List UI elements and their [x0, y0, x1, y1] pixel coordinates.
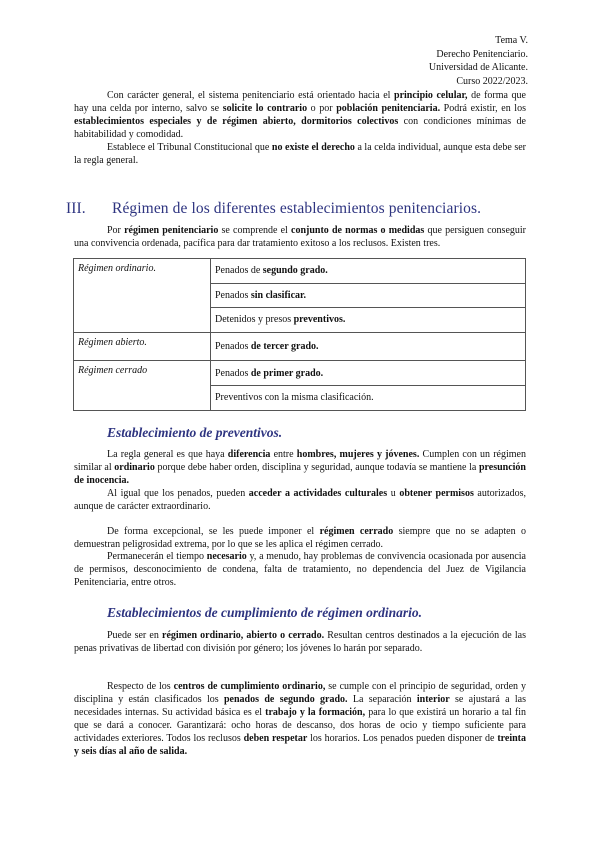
ordinario-heading: Establecimientos de cumplimiento de régimen ordinario.: [107, 605, 423, 620]
intro-paragraph-1: Con carácter general, el sistema penitenciario está orientado hacia el principio celular, de forma que hay una celda por interno, salvo se solicite lo contrario o por población penitenciaria. Podrá existir, en los establecimientos especiales y de régimen abierto, dormitorios colectivos con condiciones mínimas de habitabilidad y comodidad.: [74, 90, 526, 140]
section-title-text: Régimen de los diferentes establecimientos penitenciarios.: [112, 200, 482, 217]
table-row: [74, 259, 526, 284]
preventivos-paragraph-3: De forma excepcional, se les puede imponer el régimen cerrado siempre que no se adapten o demuestran peligrosidad extrema, por lo que se les aplica el régimen cerrado.: [74, 526, 526, 550]
header-topic: Tema V.: [495, 35, 528, 46]
document-header: [429, 34, 528, 88]
header-subject: Derecho Penitenciario.: [436, 48, 528, 60]
table-cell: Penados de tercer grado.: [211, 332, 526, 361]
table-cell: Detenidos y presos preventivos.: [211, 308, 526, 333]
header-university: Universidad de Alicante.: [428, 62, 528, 73]
ordinario-paragraph-1: Puede ser en régimen ordinario, abierto o cerrado. Resultan centros destinados a la ejecución de las penas privativas de libertad con división por género; los jóvenes lo harán por separado.: [74, 630, 526, 654]
table-cell: Preventivos con la misma clasificación.: [211, 385, 526, 410]
table-cell: Penados de primer grado.: [211, 361, 526, 386]
ordinario-paragraph-2: Respecto de los centros de cumplimiento ordinario, se cumple con el principio de seguridad, orden y disciplina y están clasificados los penados de segundo grado. La separación interior se ajustará a las necesidades internas. Su actividad básica es el trabajo y la formación, para lo que existirá un horario a tal fin que se dará a conocer. Garantizará: ocho horas de descanso, dos horas de ocio y tiempo suficiente para actividades exteriores. Todos los reclusos deben respetar los horarios. Los penados pueden disponer de treinta y seis días al año de salida.: [74, 681, 527, 757]
preventivos-paragraph-4: Permanecerán el tiempo necesario y, a menudo, hay problemas de convivencia ocasionada por ausencia de permisos, desconocimiento de condena, falta de tratamiento, no dependencia del Juez de Vigilancia Penitenciaria, entre otros.: [74, 551, 526, 588]
table-row: [74, 332, 526, 361]
section-intro-paragraph: Por régimen penitenciario se comprende el conjunto de normas o medidas que persiguen conseguir una convivencia ordenada, pacífica para dar tratamiento exitoso a los reclusos. Existen tres.: [74, 225, 526, 249]
regime-table: [73, 258, 526, 411]
table-cell: Penados de segundo grado.: [211, 259, 526, 284]
section-title: [66, 200, 481, 218]
preventivos-paragraph-1: La regla general es que haya diferencia entre hombres, mujeres y jóvenes. Cumplen con un régimen similar al ordinario porque debe haber orden, disciplina y seguridad, aunque todavía se mantiene la presunción de inocencia.: [74, 449, 526, 486]
table-row: [74, 361, 526, 386]
regime-label-abierto: Régimen abierto.: [74, 332, 211, 361]
intro-paragraph-2: Establece el Tribunal Constitucional que no existe el derecho a la celda individual, aunque esta debe ser la regla general.: [74, 142, 527, 166]
regime-label-cerrado: Régimen cerrado: [74, 361, 211, 410]
table-cell: Penados sin clasificar.: [211, 283, 526, 308]
section-number: III.: [66, 200, 86, 217]
preventivos-heading: Establecimiento de preventivos.: [107, 425, 283, 440]
header-course: Curso 2022/2023.: [456, 75, 528, 87]
preventivos-paragraph-2: Al igual que los penados, pueden acceder a actividades culturales u obtener permisos autorizados, aunque de carácter extraordinario.: [74, 488, 527, 512]
regime-label-ordinario: Régimen ordinario.: [74, 259, 211, 333]
